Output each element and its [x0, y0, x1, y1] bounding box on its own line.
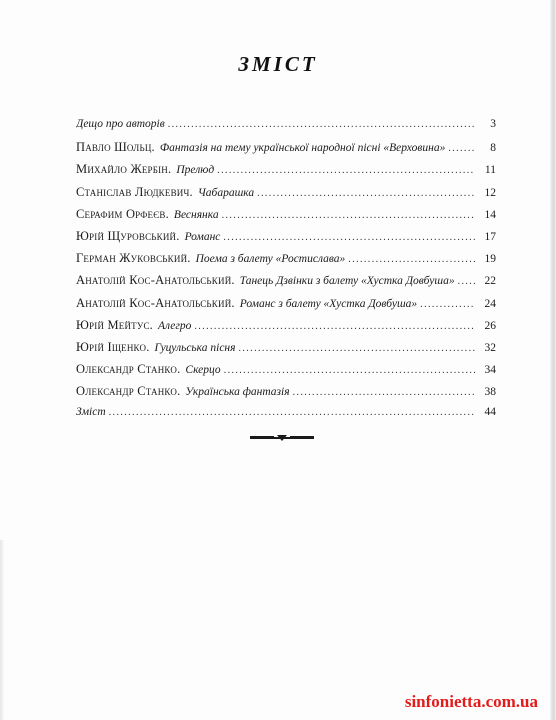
toc-leader-dots	[448, 143, 475, 154]
toc-author: Павло Шольц.	[76, 140, 155, 155]
toc-page-number: 11	[484, 164, 496, 177]
toc-leader-dots	[348, 254, 475, 265]
toc-page-number: 32	[484, 341, 496, 354]
toc-page-number: 44	[484, 406, 496, 419]
toc-leader-dots	[217, 165, 475, 176]
toc-leader-dots	[223, 232, 475, 243]
toc-piece-title: Чабарашка	[197, 186, 255, 199]
toc-entry	[76, 162, 496, 184]
toc-author: Анатолій Кос-Анатольський.	[76, 295, 235, 310]
toc-piece-title: Прелюд	[176, 164, 215, 177]
toc-page-number: 34	[484, 364, 496, 377]
toc-entry	[76, 229, 496, 251]
toc-entry	[76, 207, 496, 229]
horizontal-rule-ornament-icon	[250, 432, 314, 444]
toc-page-number: 24	[484, 297, 496, 310]
toc-author: Олександр Станко.	[76, 384, 181, 399]
toc-leader-dots	[420, 299, 475, 310]
toc-piece-title: Романс	[184, 230, 221, 243]
toc-piece-title: Фантазія на тему української народної пісні «Верховина»	[159, 142, 446, 155]
watermark-text: sinfonietta.com.ua	[404, 692, 538, 711]
toc-piece-title: Дещо про авторів	[76, 118, 165, 130]
toc-page-number: 19	[484, 253, 496, 266]
toc-page-number: 22	[484, 275, 496, 288]
toc-leader-dots	[293, 387, 475, 398]
toc-author: Юрій Мейтус.	[76, 317, 153, 332]
scan-edge-left	[0, 540, 4, 720]
toc-entry	[76, 384, 496, 406]
toc-entry	[76, 318, 496, 340]
toc-author: Серафим Орфеєв.	[76, 206, 169, 221]
toc-author: Олександр Станко.	[76, 362, 181, 377]
toc-leader-dots	[109, 407, 475, 418]
toc-page-number: 38	[484, 386, 496, 399]
toc-author: Михайло Жербін.	[76, 162, 172, 177]
toc-page-number: 8	[490, 142, 496, 155]
toc-page-number: 17	[484, 230, 496, 243]
toc-page-number: 14	[484, 208, 496, 221]
table-of-contents	[76, 118, 496, 429]
toc-leader-dots	[257, 188, 475, 199]
toc-leader-dots	[222, 210, 475, 221]
toc-entry	[76, 362, 496, 384]
toc-leader-dots	[194, 321, 475, 332]
toc-piece-title: Танець Дзвінки з балету «Хустка Довбуша»	[239, 275, 455, 288]
toc-leader-dots	[168, 119, 475, 130]
toc-author: Анатолій Кос-Анатольський.	[76, 273, 235, 288]
toc-page-number: 3	[490, 118, 496, 130]
toc-entry	[76, 251, 496, 273]
scan-edge-right	[550, 0, 556, 720]
toc-author: Юрій Іщенко.	[76, 339, 150, 354]
toc-page-number: 26	[484, 319, 496, 332]
toc-piece-title: Скерцо	[185, 364, 221, 377]
toc-piece-title: Веснянка	[173, 208, 219, 221]
toc-piece-title: Українська фантазія	[185, 386, 290, 399]
toc-leader-dots	[458, 276, 475, 287]
page-title: ЗМІСТ	[238, 52, 318, 76]
toc-entry	[76, 273, 496, 295]
toc-author: Станіслав Людкевич.	[76, 184, 193, 199]
toc-page-number: 12	[484, 186, 496, 199]
toc-entry	[76, 296, 496, 318]
toc-piece-title: Алегро	[157, 319, 192, 332]
toc-author: Герман Жуковський.	[76, 251, 191, 266]
toc-entry	[76, 118, 496, 140]
toc-entry	[76, 340, 496, 362]
toc-piece-title: Зміст	[76, 406, 106, 419]
toc-piece-title: Романс з балету «Хустка Довбуша»	[239, 297, 418, 310]
toc-entry	[76, 140, 496, 162]
toc-leader-dots	[224, 365, 475, 376]
toc-piece-title: Поема з балету «Ростислава»	[195, 253, 346, 266]
toc-entry	[76, 185, 496, 207]
toc-piece-title: Гуцульська пісня	[154, 341, 236, 354]
toc-entry	[76, 406, 496, 428]
toc-author: Юрій Щуровський.	[76, 228, 180, 243]
toc-leader-dots	[238, 343, 475, 354]
